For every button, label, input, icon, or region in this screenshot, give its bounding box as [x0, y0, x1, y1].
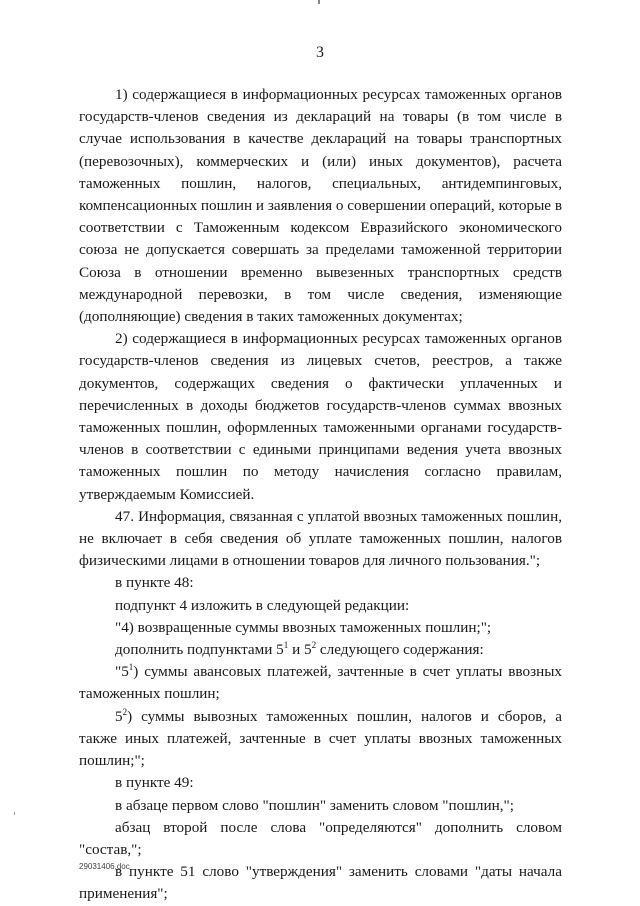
paragraph-subitem-5-1 [79, 661, 562, 705]
paragraph-subitem-5-2 [79, 706, 562, 773]
superscript-1: 1 [128, 662, 134, 673]
paragraph-item-48-intro: в пункте 48: [115, 574, 194, 592]
subitem-5-1-text: ) суммы авансовых платежей, зачтенные в счет уплаты ввозных таможенных пошлин; [79, 663, 562, 703]
paragraph-item-49-intro: в пункте 49: [115, 774, 194, 792]
paragraph-subitem-1: 1) содержащиеся в информационных ресурсах таможенных органов государств-членов сведения из деклараций на товары (в том числе в случае использования в качестве деклараций на товары транспортных (перевозочных), коммерческих и (или) иных документов), расчета таможенных пошлин, налогов, специальных, антидемпинговых, компенсационных пошлин и заявления о совершении операций, которые в соответствии с Таможенным кодексом Евразийского экономического союза не допускается совершать за пределами таможенной территории Союза в отношении временно вывезенных транспортных средств международной перевозки, в том числе сведения, изменяющие (дополняющие) сведения в таких таможенных документах; [79, 86, 562, 326]
subitem-5-2-text: ) суммы вывозных таможенных пошлин, налогов и сборов, а также иных платежей, зачтенные в счет уплаты ввозных таможенных пошлин;"; [79, 707, 562, 770]
paragraph-subitem-2: 2) содержащиеся в информационных ресурсах таможенных органов государств-членов сведения из лицевых счетов, реестров, а также документов, содержащих сведения о фактически уплаченных и перечисленных в доходы бюджетов государств-членов суммах ввозных таможенных пошлин, оформленных таможенными органами государств-членов в соответствии с едиными принципами ведения учета ввозных таможенных пошлин по методу начисления согласно правилам, утверждаемым Комиссией. [79, 330, 562, 503]
subitem-5-1-number: "5 [115, 663, 129, 681]
scan-top-mark [318, 0, 320, 4]
paragraph-item-49-second: абзац второй после слова "определяются" дополнить словом "состав,"; [79, 818, 562, 858]
superscript-2: 2 [122, 706, 128, 717]
paragraph-subitem-4-edit: подпункт 4 изложить в следующей редакции: [115, 596, 410, 614]
subitem-5-2-number: 5 [115, 707, 123, 725]
scan-margin-mark [14, 812, 15, 815]
paragraph-subitem-4-text: "4) возвращенные суммы ввозных таможенных пошлин;"; [115, 618, 492, 636]
document-body [79, 84, 562, 906]
paragraph-item-47: 47. Информация, связанная с уплатой ввозных таможенных пошлин, не включает в себя сведения об уплате таможенных пошлин, налогов физическими лицами в отношении товаров для личного пользования."; [79, 507, 562, 570]
add-subitems-text-end: следующего содержания: [316, 641, 484, 659]
superscript-2: 2 [311, 640, 317, 651]
page-number: 3 [316, 44, 324, 61]
paragraph-add-subitems [79, 639, 562, 661]
paragraph-item-49-first: в абзаце первом слово "пошлин" заменить словом "пошлин,"; [115, 796, 514, 814]
add-subitems-text-mid: и 5 [288, 641, 312, 659]
superscript-1: 1 [283, 640, 289, 651]
add-subitems-text-start: дополнить подпунктами 5 [115, 641, 284, 659]
paragraph-item-51: в пункте 51 слово "утверждения" заменить словами "даты начала применения"; [79, 863, 562, 903]
document-file-code: 29031406.doc [79, 862, 130, 871]
